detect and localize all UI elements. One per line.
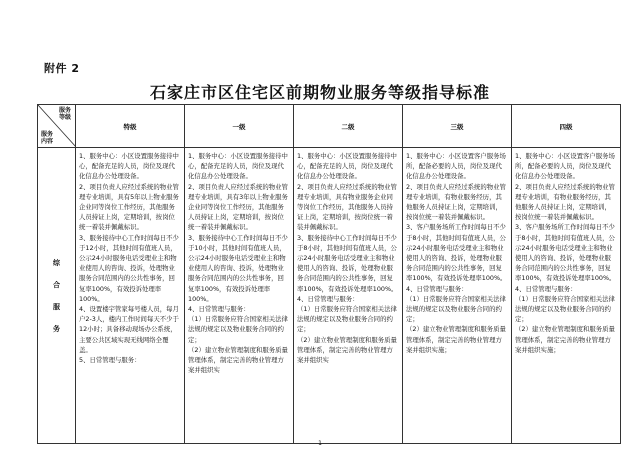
cell-line: （1）日常服务应符合国家相关法律法规的规定以及物业服务合同的约定； xyxy=(188,315,288,344)
cell-level-4 xyxy=(512,148,621,444)
diag-bottom-word-2: 内容 xyxy=(41,138,54,145)
cell-line: 2、项目负责人应经过系统的物业管理专业培训，具有5年以上物业服务企业同等岗位工作经历，其他服务人员持证上岗，定期培训，按岗位统一着装并佩戴标识。 xyxy=(79,182,179,232)
diagonal-top-label xyxy=(59,107,71,121)
cell-line: 2、项目负责人应经过系统的物业管理专业培训，具有物业服务企业同等岗位工作经历，其他服务人员持证上岗，定期培训，按岗位统一着装并佩戴标识。 xyxy=(297,182,397,232)
diagonal-header-cell xyxy=(38,105,76,148)
cell-line: 1、服务中心：小区设置服务接待中心，配备充足的人员，岗位及现代化信息办公处理设备。 xyxy=(188,152,288,181)
row-header-char: 务 xyxy=(53,323,60,333)
cell-line: 5、日常管理与服务： xyxy=(79,356,141,365)
row-header-char: 合 xyxy=(53,279,60,289)
cell-line: （2）建立物业管理制度和服务质量管理体系，制定完善的物业管理方案并组织实施； xyxy=(406,325,506,354)
row-header-char: 服 xyxy=(53,301,60,311)
level-header-4: 四级 xyxy=(512,105,621,148)
cell-line: 3、服务接待中心工作时间每日不少于8小时，其他时间有值班人员，公示24小时服务电话受理业主和物业使用人的咨询、投诉，处理物业服务合同范围内的公共性事务，回复率100%，有效投诉处理率100%。 xyxy=(297,233,398,293)
cell-level-3 xyxy=(403,148,512,444)
table-header-row xyxy=(38,105,621,148)
row-header-char: 综 xyxy=(53,257,60,267)
diag-bottom-word-1: 服务 xyxy=(41,131,54,138)
table-row xyxy=(38,148,621,444)
cell-level-1 xyxy=(185,148,294,444)
cell-line: 4、设置楼宇管家每号楼人员，每月户2-3人，楼内工作时间每天不少于12小时；具备移动现场办公系统，主要公共区域实现无线网络全覆盖。 xyxy=(79,305,179,354)
diag-top-word-1: 服务 xyxy=(58,107,71,114)
cell-level-2 xyxy=(294,148,403,444)
diag-top-word-2: 等级 xyxy=(58,114,71,121)
cell-line: （2）建立物业管理制度和服务质量管理体系，制定完善的物业管理方案并组织实 xyxy=(297,335,397,365)
cell-line: （1）日常服务应符合国家相关法律法规的规定以及物业服务合同的约定； xyxy=(297,305,397,334)
level-header-3: 三级 xyxy=(403,105,512,148)
cell-line: （1）日常服务应符合国家相关法律法规的规定以及物业服务合同的约定； xyxy=(406,294,506,324)
page-number: 1 xyxy=(318,440,322,447)
attachment-label: 附件 2 xyxy=(44,62,80,75)
row-header-general-service xyxy=(38,148,76,444)
cell-line: 1、服务中心：小区设置客户服务场所，配备必要的人员，岗位及现代化信息办公处理设备。 xyxy=(406,152,506,181)
cell-line: 1、服务中心：小区设置服务接待中心，配备充足的人员，岗位及现代化信息办公处理设备。 xyxy=(79,152,179,181)
cell-line: 2、项目负责人应经过系统的物业管理专业培训，具有3年以上物业服务企业同等岗位工作经历，其他服务人员持证上岗，定期培训，按岗位统一着装并佩戴标识。 xyxy=(188,182,288,232)
level-header-special: 特级 xyxy=(76,105,185,148)
service-standard-table xyxy=(37,104,621,444)
cell-line: 3、客户服务场所工作时间每日不少于8小时，其他时间有值班人员，公示24小时服务电话受理业主和物业使用人的咨询、投诉，处理物业服务合同范围内的公共性事务，回复率100%，有效投诉处理率100%。 xyxy=(515,223,616,283)
cell-line: （1）日常服务应符合国家相关法律法规的规定以及物业服务合同的约定； xyxy=(515,294,615,324)
cell-line: （2）建立物业管理制度和服务质量管理体系，制定完善的物业管理方案并组织实 xyxy=(188,345,288,375)
cell-line: 1、服务中心：小区设置服务接待中心，配备充足的人员，岗位及现代化信息办公处理设备。 xyxy=(297,152,397,181)
cell-line: 3、服务接待中心工作时间每日不少于10小时，其他时间有值班人员，公示24小时服务电话受理业主和物业使用人的咨询、投诉，处理物业服务合同范围内的公共性事务，回复率100%，有效投诉处理率100%。 xyxy=(188,233,288,303)
document-title: 石家庄市区住宅区前期物业服务等级指导标准 xyxy=(149,83,490,102)
cell-line: （2）建立物业管理制度和服务质量管理体系，制定完善的物业管理方案并组织实施； xyxy=(515,325,615,354)
cell-line: 4、日常管理与服务： xyxy=(515,284,577,293)
level-header-2: 二级 xyxy=(294,105,403,148)
diagonal-bottom-label xyxy=(41,131,53,145)
level-header-1: 一级 xyxy=(185,105,294,148)
cell-line: 3、客户服务场所工作时间每日不少于8小时，其他时间有值班人员，公示24小时服务电话受理业主和物业使用人的咨询、投诉，处理物业服务合同范围内的公共性事务，回复率100%，有效投诉处理率100%。 xyxy=(406,223,507,283)
cell-line: 4、日常管理与服务： xyxy=(297,294,359,303)
cell-line: 2、项目负责人应经过系统的物业管理专业培训，有物业服务经历，其他服务人员持证上岗，定期培训，按岗位统一着装并佩戴标识。 xyxy=(406,182,506,222)
cell-line: 4、日常管理与服务： xyxy=(188,305,250,314)
cell-line: 1、服务中心：小区设置客户服务场所，配备必要的人员，岗位及现代化信息办公处理设备。 xyxy=(515,152,615,181)
cell-line: 2、项目负责人应经过系统的物业管理专业培训，有物业服务经历，其他服务人员持证上岗，定期培训，按岗位统一着装并佩戴标识。 xyxy=(515,182,615,222)
cell-special xyxy=(76,148,185,444)
cell-line: 4、日常管理与服务： xyxy=(406,284,468,293)
cell-line: 3、服务接待中心工作时间每日不少于12小时，其他时间有值班人员，公示24小时服务电话受理业主和物业使用人的咨询、投诉，处理物业服务合同范围内的公共性事务，回复率100%，有效投诉处理率100%。 xyxy=(79,233,179,303)
